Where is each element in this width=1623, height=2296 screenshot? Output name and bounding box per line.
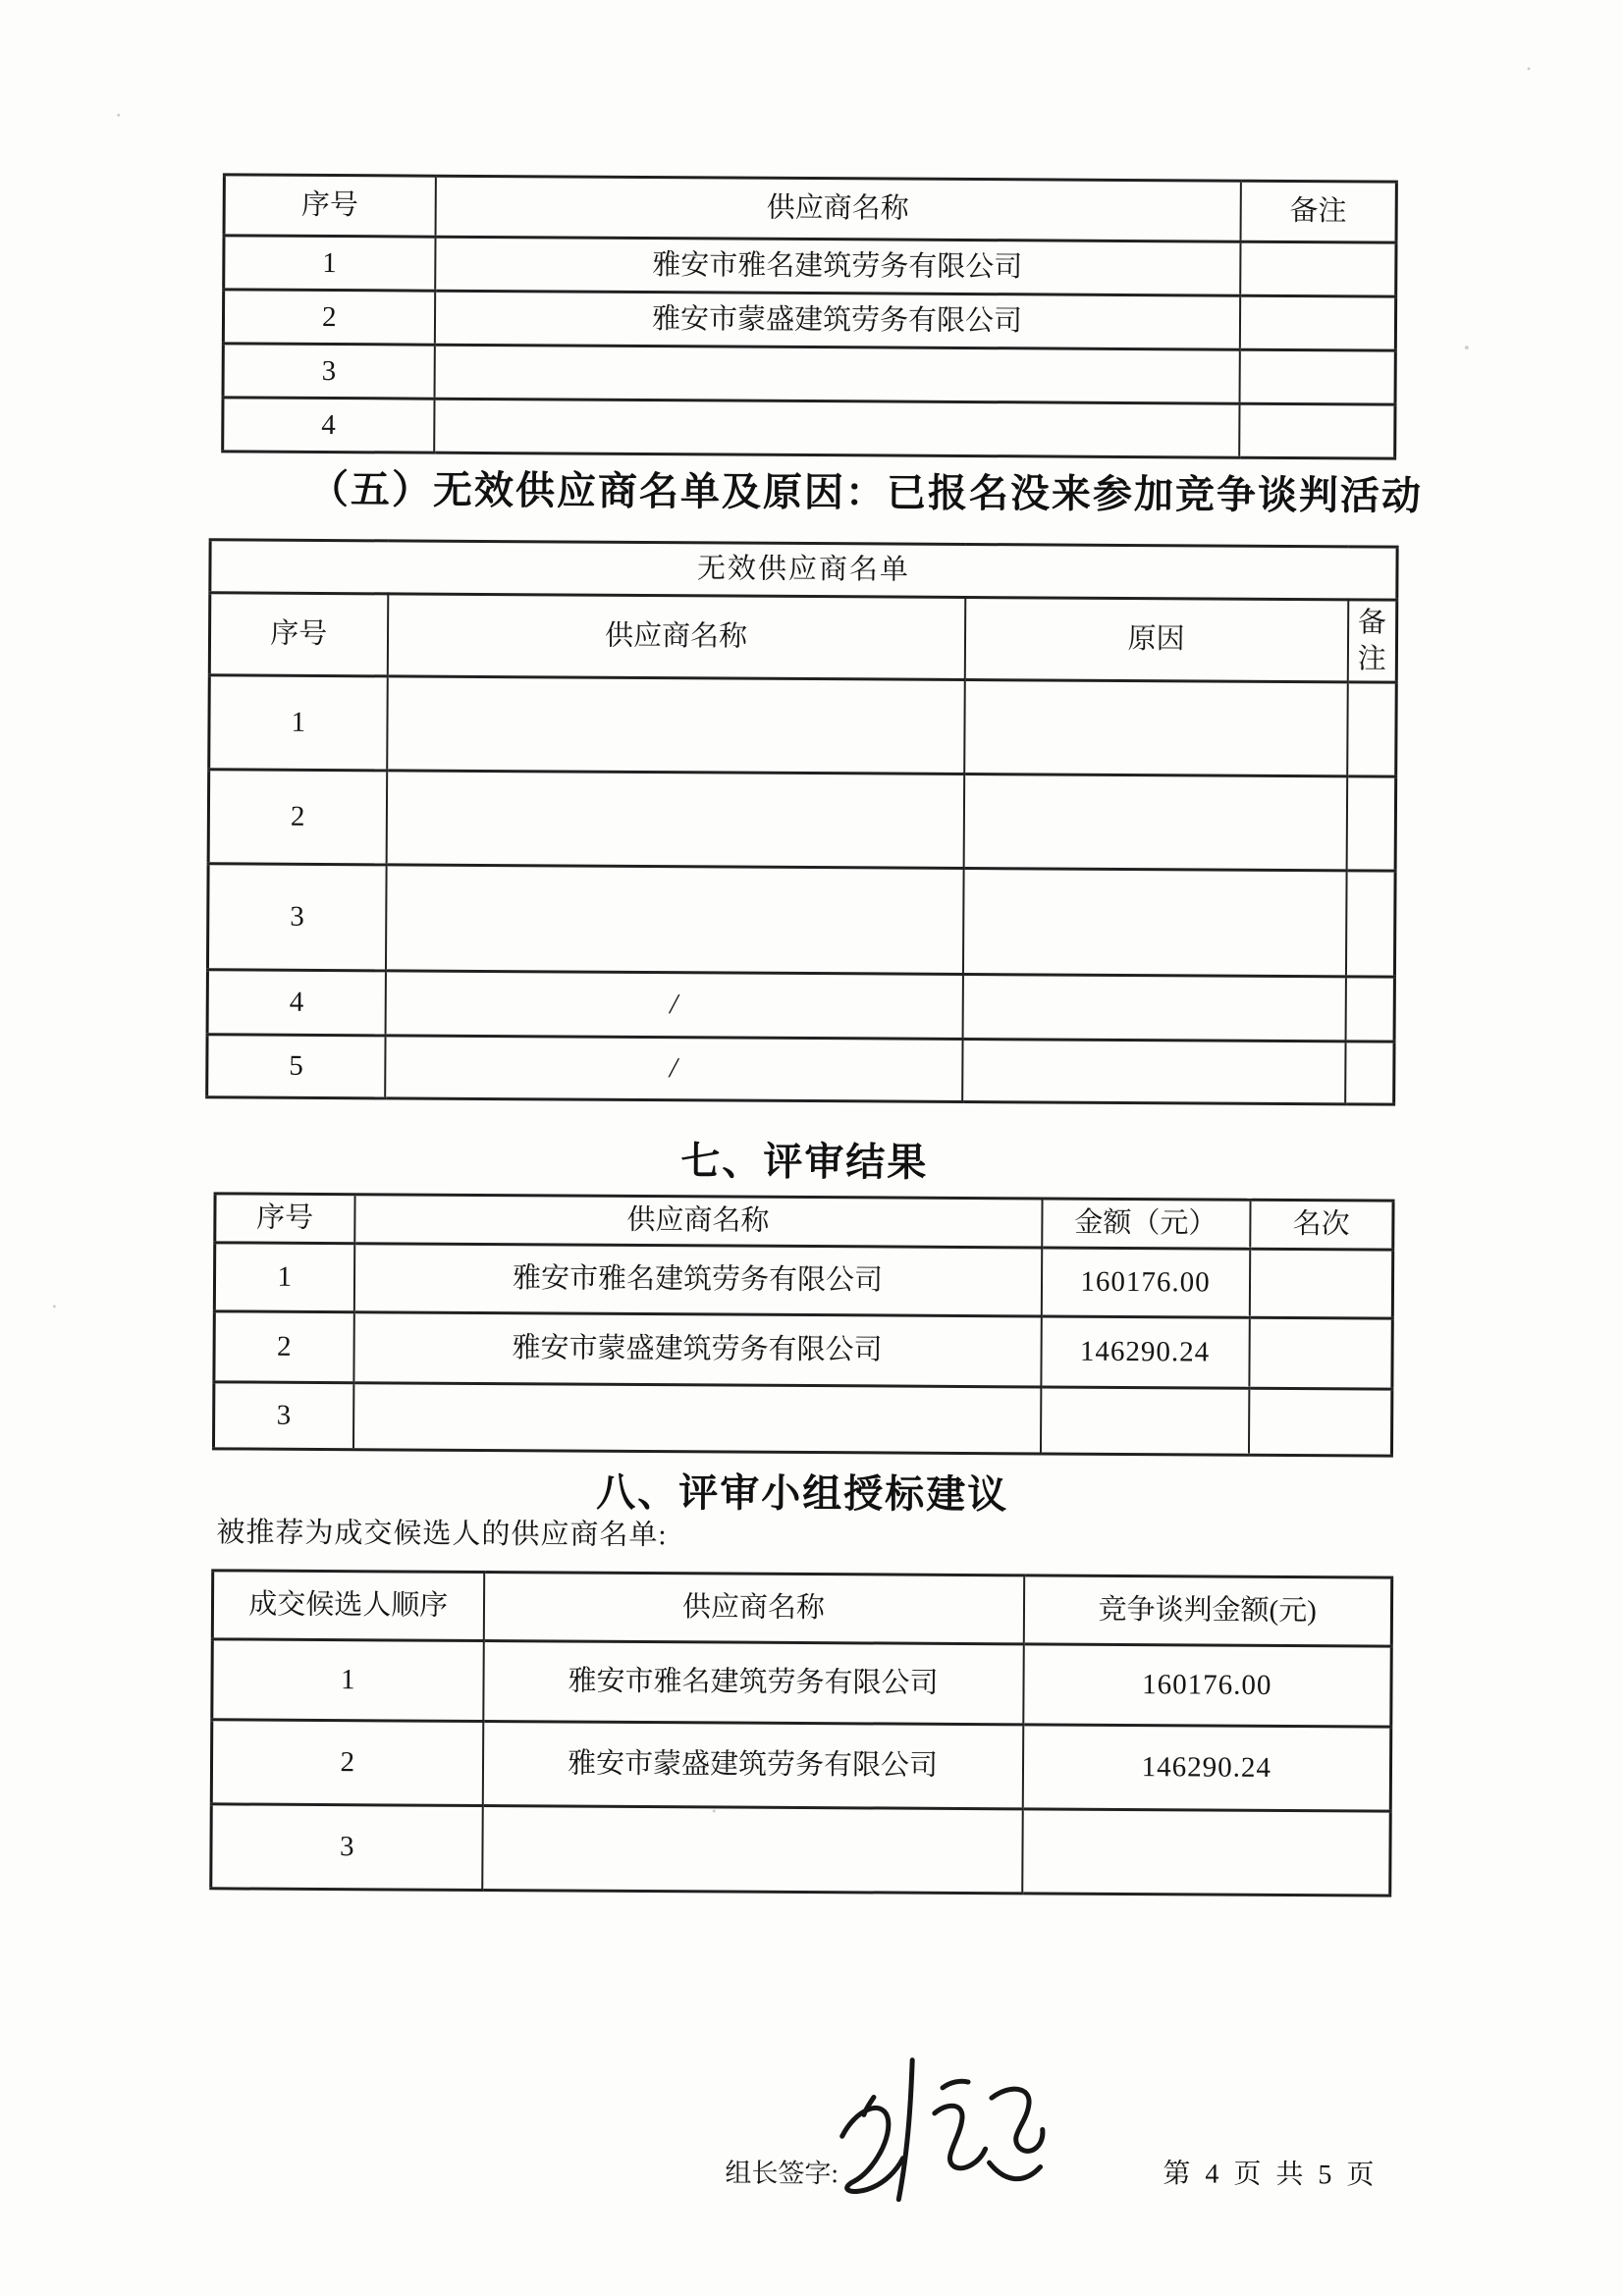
table-header-row [209,593,1397,682]
header-reason: 原因 [964,597,1348,681]
table-row [214,1311,1392,1389]
supplier-name-cell: 雅安市蒙盛建筑劳务有限公司 [434,291,1239,349]
rank-cell [1249,1249,1392,1318]
table-header-row [224,175,1396,242]
review-results-table [212,1192,1395,1457]
scan-noise-dot [53,1305,56,1308]
candidate-order-cell: 1 [212,1639,483,1722]
serial-cell: 4 [207,970,385,1036]
reason-cell [964,679,1348,775]
negotiation-amount-cell: 146290.24 [1022,1725,1391,1811]
header-serial: 序号 [215,1194,354,1244]
invalid-suppliers-table [205,538,1398,1105]
reason-cell [962,974,1345,1041]
remark-cell [1240,241,1396,296]
header-supplier-name: 供应商名称 [354,1195,1042,1248]
suppliers-table [221,173,1398,459]
header-supplier-name: 供应商名称 [435,176,1240,241]
remark-cell [1239,349,1395,404]
table-header-row [212,1571,1391,1646]
reason-cell [963,774,1347,870]
scan-noise-dot [1019,483,1022,486]
supplier-name-cell [434,399,1239,457]
serial-cell: 3 [213,1382,352,1450]
supplier-name-cell [385,865,963,975]
header-serial: 序号 [224,175,435,237]
remark-cell [1345,977,1394,1041]
table-title: 无效供应商名单 [210,540,1397,600]
handwritten-signature [816,2052,1048,2219]
scan-noise-dot [1528,67,1531,70]
remark-cell [1239,295,1395,350]
table-row [213,1382,1391,1456]
leader-signature-label: 组长签字: [725,2158,839,2189]
supplier-name-cell [387,676,965,774]
table-row [223,290,1395,350]
supplier-name-cell [352,1383,1040,1454]
remark-cell [1345,1041,1394,1104]
remark-cell [1239,403,1395,458]
header-candidate-order: 成交候选人顺序 [212,1571,483,1641]
remark-cell [1347,682,1397,776]
supplier-name-cell: 雅安市蒙盛建筑劳务有限公司 [353,1312,1041,1387]
header-supplier-name: 供应商名称 [483,1573,1023,1644]
header-supplier-name: 供应商名称 [387,594,965,680]
serial-cell: 5 [207,1035,385,1098]
scan-noise-dot [713,1809,716,1812]
rank-cell [1249,1317,1392,1389]
negotiation-amount-cell [1022,1809,1391,1896]
supplier-name-cell: 雅安市雅名建筑劳务有限公司 [483,1641,1023,1725]
serial-cell: 1 [209,675,388,771]
table-row [209,675,1397,776]
page-number: 第 4 页 共 5 页 [1163,2159,1379,2191]
supplier-name-cell: 雅安市雅名建筑劳务有限公司 [435,237,1240,295]
table-row [224,236,1396,296]
table-row [207,864,1395,977]
candidate-order-cell: 2 [211,1720,483,1806]
rank-cell [1248,1388,1391,1456]
serial-cell: 2 [223,290,434,345]
header-remark: 备注 [1240,181,1396,242]
serial-cell: 1 [214,1243,353,1312]
header-negotiation-amount: 竞争谈判金额(元) [1023,1575,1391,1646]
section-heading-award-recommendation: 八、评审小组授标建议 [596,1470,1009,1518]
supplier-name-cell: / [385,1036,962,1102]
reason-cell [962,868,1346,976]
serial-cell: 3 [223,344,434,399]
supplier-name-cell: 雅安市蒙盛建筑劳务有限公司 [482,1722,1023,1809]
amount-cell: 146290.24 [1041,1316,1249,1388]
table-row [211,1720,1391,1811]
supplier-name-cell [386,771,964,869]
supplier-name-cell: / [385,971,962,1040]
table-title-row [210,540,1397,600]
scan-noise-dot [1465,346,1469,349]
section-heading-review-results: 七、评审结果 [680,1140,929,1185]
section-heading-invalid-suppliers: （五）无效供应商名单及原因：已报名没来参加竞争谈判活动 [308,467,1424,518]
serial-cell: 1 [224,236,435,291]
remark-cell [1345,871,1395,977]
recommended-candidates-intro: 被推荐为成交候选人的供应商名单: [216,1517,668,1552]
supplier-name-cell [482,1806,1023,1894]
award-candidates-table [209,1569,1393,1896]
negotiation-amount-cell: 160176.00 [1023,1644,1391,1727]
table-row [212,1639,1391,1727]
table-row [207,970,1394,1041]
header-rank: 名次 [1250,1200,1393,1250]
table-header-row [215,1194,1393,1250]
serial-cell: 4 [223,398,434,453]
candidate-order-cell: 3 [211,1804,483,1891]
table-row [208,770,1396,871]
remark-cell [1346,776,1396,871]
header-amount: 金额（元） [1042,1199,1250,1249]
amount-cell: 160176.00 [1041,1248,1249,1317]
table-row [211,1804,1391,1896]
table-row [207,1035,1394,1104]
supplier-name-cell: 雅安市雅名建筑劳务有限公司 [353,1244,1041,1316]
header-serial: 序号 [209,593,388,676]
serial-cell: 2 [214,1311,353,1383]
serial-cell: 2 [208,770,387,865]
table-row [223,344,1395,404]
table-row [223,398,1395,458]
reason-cell [962,1039,1345,1103]
serial-cell: 3 [207,864,386,971]
header-remark: 备注 [1347,600,1397,682]
amount-cell [1040,1387,1248,1455]
scan-noise-dot [117,114,120,117]
supplier-name-cell [434,345,1239,403]
table-row [214,1243,1392,1318]
